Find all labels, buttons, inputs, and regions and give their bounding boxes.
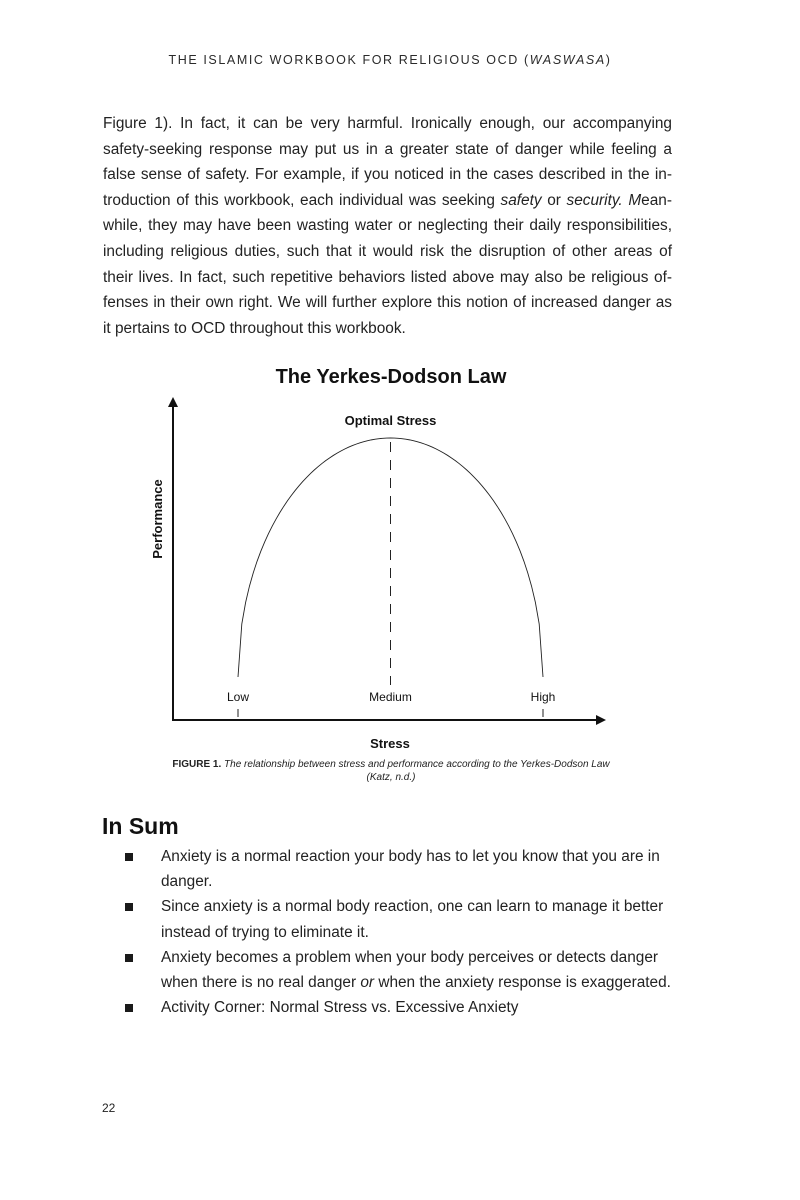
x-tick-group bbox=[227, 690, 555, 717]
body-paragraph bbox=[103, 111, 672, 341]
body-text-part-2: or bbox=[541, 191, 567, 209]
figure-caption-text: The relationship between stress and performance according to the Yerkes-Dodson Law (Katz, n.d.) bbox=[221, 759, 610, 783]
bullet-item bbox=[125, 995, 685, 1020]
chart-svg bbox=[140, 355, 640, 765]
figure-caption bbox=[160, 758, 622, 784]
bullet-square-icon bbox=[125, 954, 133, 962]
x-tick-label: High bbox=[530, 690, 556, 704]
x-tick-label: Low bbox=[226, 690, 250, 704]
body-emphasis-safety: safety bbox=[500, 191, 542, 209]
bullet-item bbox=[125, 894, 685, 944]
bullet-square-icon bbox=[125, 853, 133, 861]
figure-caption-label: FIGURE 1. bbox=[172, 759, 222, 770]
bullet-square-icon bbox=[125, 903, 133, 911]
x-axis-label: Stress bbox=[370, 736, 410, 751]
body-emphasis-security: security. M bbox=[566, 191, 642, 209]
bullet-item bbox=[125, 945, 685, 995]
bullet-text: Activity Corner: Normal Stress vs. Excessive Anxiety bbox=[161, 999, 519, 1017]
bullet-text: Anxiety is a normal reaction your body has to let you know that you are in danger. bbox=[161, 848, 660, 891]
running-head-prefix: THE ISLAMIC WORKBOOK FOR RELIGIOUS OCD ( bbox=[168, 53, 530, 67]
bullet-item bbox=[125, 844, 685, 894]
y-axis-label: Performance bbox=[150, 479, 165, 559]
body-text-part-1: Figure 1). In fact, it can be very harmful. Ironically enough, our accompanying safety-seeking response may put us in a greater state of danger while feeling a false sense of safety. For example, if you noticed in the cases described in the introduction of this workbook, each individual was seeking bbox=[103, 115, 672, 209]
bullet-square-icon bbox=[125, 1004, 133, 1012]
page-number: 22 bbox=[102, 1101, 116, 1115]
bullet-text-emphasis: or bbox=[360, 974, 375, 992]
bullet-text-pre: Anxiety becomes a problem when your body perceives or detects danger when there is no real danger bbox=[161, 948, 659, 992]
optimal-stress-label: Optimal Stress bbox=[344, 413, 437, 428]
bullet-text-post: when the anxiety response is exaggerated. bbox=[374, 974, 671, 992]
in-sum-bullet-list bbox=[125, 844, 685, 1020]
chart-title: The Yerkes-Dodson Law bbox=[275, 366, 507, 388]
yerkes-dodson-chart bbox=[140, 355, 640, 765]
x-tick-label: Medium bbox=[369, 690, 412, 704]
bullet-text: Since anxiety is a normal body reaction, one can learn to manage it better instead of trying to eliminate it. bbox=[161, 898, 664, 941]
running-head-title-italic: WASWASA bbox=[529, 53, 606, 67]
section-heading: In Sum bbox=[102, 813, 179, 839]
running-head bbox=[0, 53, 780, 67]
body-text-part-3: eanwhile, they may have been wasting water or neglecting their daily responsibilities, including religious duties, such that it would risk the disruption of other areas of their lives. In fact, such repetitive behaviors listed above may also be religious offenses in their own right. We will further explore this notion of increased danger as it pertains to OCD throughout this workbook. bbox=[103, 191, 672, 337]
running-head-suffix: ) bbox=[605, 53, 612, 67]
